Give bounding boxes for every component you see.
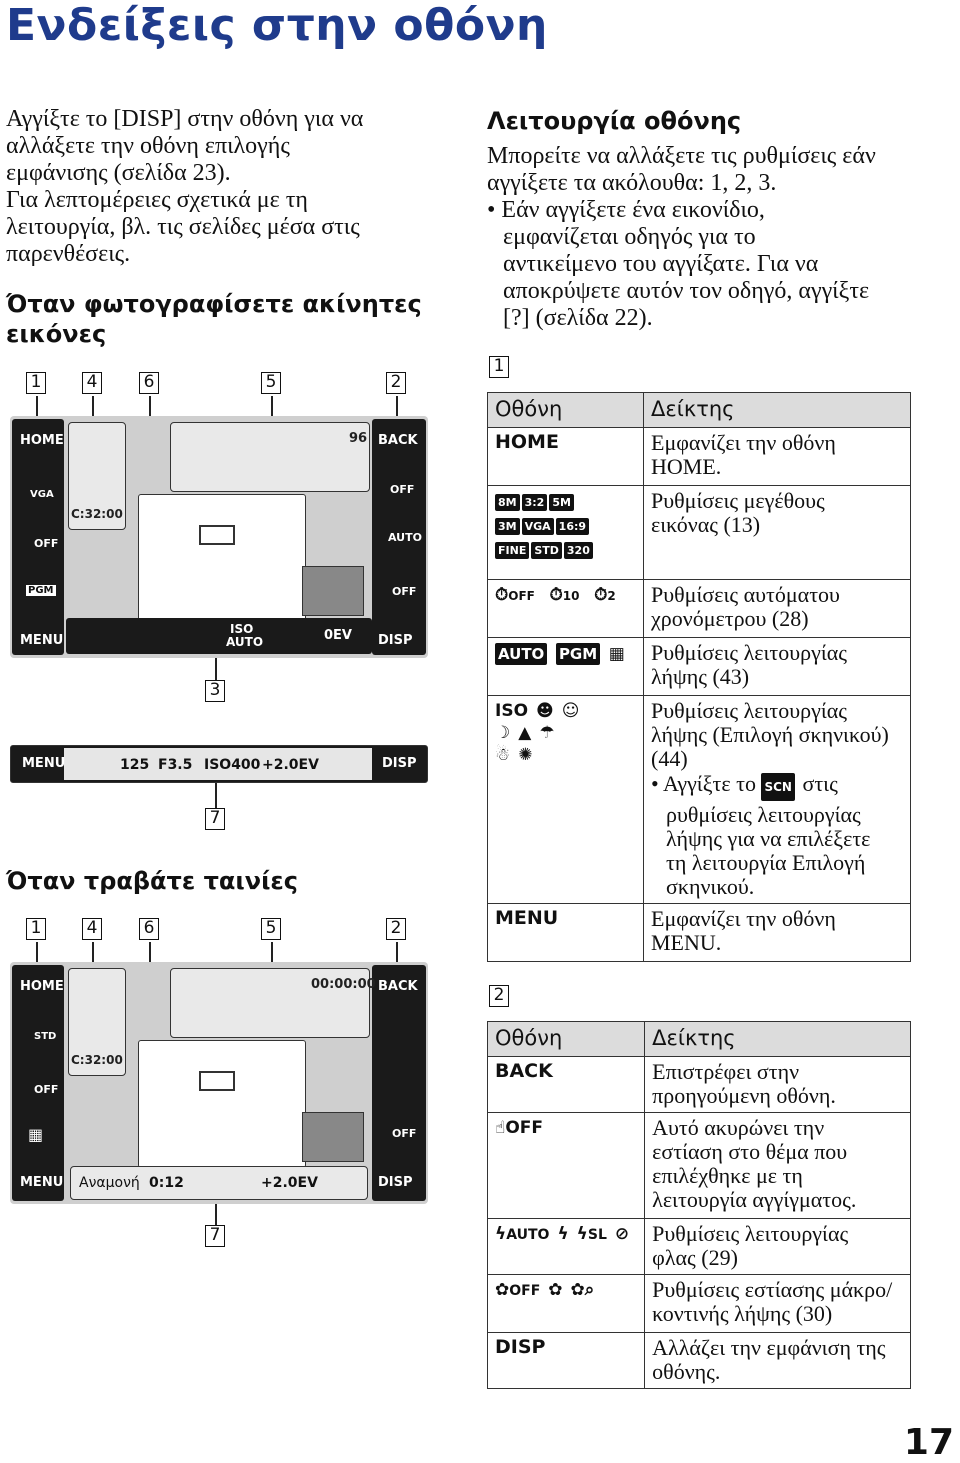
home-button[interactable]: HOME [20,433,64,448]
callout-2: 2 [386,918,406,940]
left-button-column [12,965,64,1201]
icon-cell [488,580,644,638]
shooting-mode-button[interactable]: PGM [28,585,54,596]
table2-label: 2 [489,985,509,1007]
iso-value: AUTO [226,635,264,649]
callout-4: 4 [82,372,102,394]
icon-cell [488,696,644,904]
status-panel [170,422,370,492]
bullet-line: αντικείμενο του αγγίξατε. Για να [503,251,819,277]
focus-area [138,494,306,622]
col-screen: Οθόνη [488,1022,645,1057]
callout-7: 7 [205,1225,225,1247]
page-title: Ενδείξεις στην οθόνη [6,0,548,51]
guide-bullet [487,197,927,332]
intro-line: εμφάνισης (σελίδα 23). [6,160,231,186]
movie-screen [10,962,428,1204]
twilight-icon: ☽ [495,723,511,743]
shot-count: 96 [349,431,368,446]
macro-button[interactable]: OFF [392,1127,417,1140]
timer-off-icon: ⏱OFF [495,585,535,605]
size-5m-icon: 5M [549,494,574,511]
still-heading [6,289,426,349]
exposure-value: +2.0EV [261,1175,318,1191]
gourmet-icon: ☃ [495,745,511,765]
home-label: HOME [495,431,559,453]
aperture: F3.5 [158,757,193,773]
320-icon: 320 [564,542,593,559]
right-intro [487,143,927,197]
menu-button[interactable]: MENU [20,1175,64,1190]
desc-cell: Εμφανίζει την οθόνη HOME. [644,428,911,486]
flash-on-icon: ϟ [557,1224,569,1244]
menu-button[interactable]: MENU [20,633,64,648]
movie-mode-icon[interactable]: ▦ [28,1125,44,1144]
scn-icon: SCN [761,773,795,801]
home-button[interactable]: HOME [20,979,64,994]
smile-icon: ☻ [536,701,554,721]
histogram [302,1112,364,1162]
indicator-table-1 [487,392,911,962]
screen-operation-heading: Λειτουργία οθόνης [487,107,742,135]
exposure-value: +2.0EV [262,757,319,773]
col-indicator: Δείκτης [644,393,911,428]
col-screen: Οθόνη [488,393,644,428]
battery-panel [68,422,126,530]
desc-cell: Ρυθμίσεις λειτουργίας λήψης (43) [644,638,911,696]
landscape-icon: ▲ [518,723,532,743]
left-button-column [12,419,64,655]
callout-2: 2 [386,372,406,394]
close-focus-icon: ✿⌕ [570,1280,595,1300]
recording-time: 00:00:00 [311,977,376,992]
icon-cell [488,1057,645,1113]
table-row [488,428,911,486]
intro-line: Αγγίξτε το [DISP] στην οθόνη για να [6,106,364,132]
callout-1: 1 [26,918,46,940]
movie-callouts [0,918,430,942]
bar-menu-button[interactable]: MENU [22,756,66,771]
callout-5: 5 [261,372,281,394]
movie-info-bar [70,1166,368,1200]
flash-auto-icon: ϟAUTO [495,1224,550,1244]
size-3-2-icon: 3:2 [522,494,548,511]
focus-area [138,1040,306,1168]
status-panel [170,968,376,1038]
macro-button[interactable]: OFF [392,585,417,598]
right-intro-line: Μπορείτε να αλλάξετε τις ρυθμίσεις εάν [487,143,876,169]
icon-cell [488,428,644,486]
intro-line: λειτουργία, βλ. τις σελίδες μέσα στις [6,214,360,240]
desc-cell: Ρυθμίσεις λειτουργίας φλας (29) [645,1219,911,1275]
soft-snap-icon: ☺ [561,701,580,721]
high-iso-icon: ISO [495,701,529,721]
callout-6: 6 [139,372,159,394]
desc-cell: Ρυθμίσεις λειτουργίας λήψης (Επιλογή σκηνικού) (44) • Αγγίξτε το SCN στις ρυθμίσεις λειτουργίας λήψης για να επιλέξετε τη λειτουργία Επιλογή σκηνικού. [644,696,911,904]
desc-cell: Επιστρέφει στην προηγούμενη οθόνη. [645,1057,911,1113]
menu-label: MENU [495,907,559,929]
bullet-line: • Εάν αγγίξετε ένα εικονίδιο, [487,197,765,223]
battery-warning-icon [199,525,235,545]
size-vga-icon: VGA [522,518,554,535]
still-screen [10,416,428,658]
size-3m-icon: 3M [495,518,520,535]
intro-line: Για λεπτομέρειες σχετικά με τη [6,187,308,213]
size-8m-icon: 8M [495,494,520,511]
icon-cell [488,638,644,696]
table-header [488,1022,911,1057]
callout-6: 6 [139,918,159,940]
iso-label: ISO [230,622,254,636]
timer-10-icon: ⏱10 [549,585,580,605]
table-row [488,696,911,904]
touch-cancel-button[interactable]: OFF [390,483,415,496]
pgm-mode-icon: PGM [556,643,600,665]
icon-cell [488,904,644,962]
desc-cell: Ρυθμίσεις μεγέθους εικόνας (13) [644,486,911,580]
icon-cell [488,1333,645,1389]
still-callouts [0,372,430,396]
remaining-time: C:32:00 [71,507,123,521]
right-intro-line: αγγίξετε τα ακόλουθα: 1, 2, 3. [487,170,777,196]
still-heading-line: Όταν φωτογραφίσετε ακίνητες [6,290,422,318]
bottom-info-bar [66,618,372,654]
desc-cell: Αυτό ακυρώνει την εστίαση στο θέμα που επιλέχθηκε με τη λειτουργία αγγίγματος. [645,1113,911,1219]
col-indicator: Δείκτης [645,1022,911,1057]
bullet-line: αποκρύψετε αυτόν τον οδηγό, αγγίξτε [503,278,870,304]
desc-cell: Ρυθμίσεις εστίασης μάκρο/ κοντινής λήψης (30) [645,1275,911,1333]
flash-off-icon: ⊘ [614,1224,630,1244]
desc-cell: Αλλάζει την εμφάνιση της οθόνης. [645,1333,911,1389]
self-timer-button[interactable]: OFF [34,1083,59,1096]
macro-off-icon: ✿OFF [495,1280,541,1300]
histogram [302,566,364,616]
table-row [488,1333,911,1389]
disp-label: DISP [495,1336,546,1358]
icon-cell [488,1113,645,1219]
table-row [488,1219,911,1275]
icon-cell [488,1219,645,1275]
table-row [488,486,911,580]
remaining-time: C:32:00 [71,1053,123,1067]
table-row [488,1057,911,1113]
indicator-table-2 [487,1021,911,1389]
macro-on-icon: ✿ [548,1280,563,1300]
touch-off-icon: ☝OFF [495,1118,544,1138]
callout-3: 3 [205,680,225,702]
table-row [488,1113,911,1219]
ev-value[interactable]: 0EV [324,628,352,643]
desc-cell: Ρυθμίσεις αυτόματου χρονόμετρου (28) [644,580,911,638]
fine-icon: FINE [495,542,529,559]
movie-mode-icon: ▦ [608,644,625,664]
callout-1: 1 [26,372,46,394]
battery-panel [68,968,126,1076]
elapsed-time: 0:12 [149,1175,184,1191]
table-row [488,638,911,696]
beach-icon: ☂ [539,723,555,743]
table-row [488,580,911,638]
right-button-column [372,965,426,1201]
image-size-button[interactable]: VGA [30,489,54,500]
table1-label: 1 [489,356,509,378]
page-number: 17 [903,1422,954,1463]
still-heading-line: εικόνες [6,320,107,348]
bullet-line: [?] (σελίδα 22). [503,305,653,331]
right-button-column [372,419,426,655]
callout-5: 5 [261,918,281,940]
back-button[interactable]: BACK [378,433,418,448]
desc-cell: Εμφανίζει την οθόνη MENU. [644,904,911,962]
fireworks-icon: ✺ [518,745,533,765]
intro-line: αλλάξετε την οθόνη επιλογής [6,133,290,159]
disp-button[interactable]: DISP [378,633,413,648]
flash-slow-icon: ϟSL [576,1224,607,1244]
shutter-speed: 125 [120,757,150,773]
intro-line: παρενθέσεις. [6,241,131,267]
std-icon: STD [531,542,562,559]
self-timer-button[interactable]: OFF [34,537,59,550]
auto-mode-icon: AUTO [495,643,547,665]
iso-setting: ISO400 [204,757,261,773]
movie-size-button[interactable]: STD [34,1031,57,1042]
bullet-line: εμφανίζεται οδηγός για το [503,224,756,250]
icon-cell [488,1275,645,1333]
icon-cell [488,486,644,580]
table-row [488,1275,911,1333]
table-header [488,393,911,428]
back-button[interactable]: BACK [378,979,418,994]
size-16-9-icon: 16:9 [556,518,589,535]
bar-disp-button[interactable]: DISP [382,756,417,771]
intro-text [6,106,426,268]
battery-warning-icon [199,1071,235,1091]
callout-7: 7 [205,808,225,830]
callout-4: 4 [82,918,102,940]
movie-heading: Όταν τραβάτε ταινίες [6,867,299,895]
flash-button[interactable]: AUTO [388,531,422,544]
standby-label: Αναμονή [79,1175,140,1191]
table-row [488,904,911,962]
back-label: BACK [495,1060,553,1082]
disp-button[interactable]: DISP [378,1175,413,1190]
timer-2-icon: ⏱2 [594,585,616,605]
